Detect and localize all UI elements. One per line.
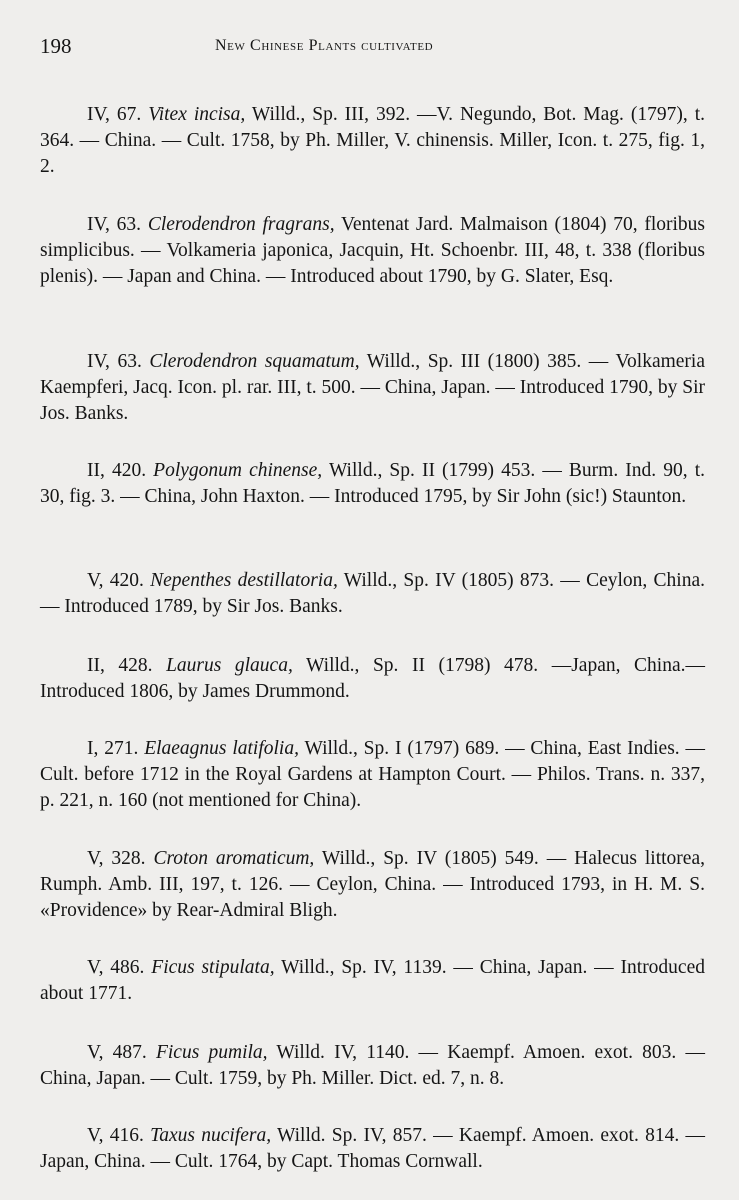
entry-ref: II, 420.: [87, 459, 147, 481]
plant-entry: [40, 102, 705, 180]
entry-ref: V, 486.: [87, 956, 145, 978]
plant-entry: [40, 653, 705, 705]
entry-text: Willd., Sp. I (1797) 689. — China, East Indies. — Cult. before 1712 in the Royal Gardens at Hampton Court. — Philos. Trans. n. 337, p. 221, n. 160 (not mentioned for China).: [40, 737, 705, 811]
entry-ref: I, 271.: [87, 737, 139, 759]
entry-text: Willd., Sp. IV, 1139. — China, Japan. — Introduced about 1771.: [40, 956, 705, 1004]
entry-text: Willd., Sp. IV (1805) 549. — Halecus littorea, Rumph. Amb. III, 197, t. 126. — Ceylon, China. — Introduced 1793, in H. M. S. «Providence» by Rear-Admiral Bligh.: [40, 847, 705, 921]
entry-text: Willd. Sp. IV, 857. — Kaempf. Amoen. exot. 814. — Japan, China. — Cult. 1764, by Capt. Thomas Cornwall.: [40, 1124, 705, 1172]
entry-ref: II, 428.: [87, 654, 153, 676]
plant-entry: [40, 212, 705, 290]
species-name: Taxus nucifera,: [150, 1124, 272, 1146]
entry-text: Willd., Sp. II (1799) 453. — Burm. Ind. 90, t. 30, fig. 3. — China, John Haxton. — Introduced 1795, by Sir John (sic!) Staunton.: [40, 459, 706, 507]
species-name: Croton aromaticum,: [153, 847, 315, 869]
plant-entry: [40, 1123, 705, 1175]
entry-ref: IV, 63.: [87, 213, 142, 235]
entry-text: Ventenat Jard. Malmaison (1804) 70, floribus simplicibus. — Volkameria japonica, Jacquin, Ht. Schoenbr. III, 48, t. 338 (floribus plenis). — Japan and China. — Introduced about 1790, by G. Slater, Esq.: [40, 213, 706, 287]
species-name: Clerodendron squamatum,: [149, 350, 360, 372]
species-name: Ficus stipulata,: [151, 956, 275, 978]
entry-ref: V, 487.: [87, 1041, 147, 1063]
species-name: Ficus pumila,: [155, 1041, 268, 1063]
entry-text: Willd. IV, 1140. — Kaempf. Amoen. exot. 803. — China, Japan. — Cult. 1759, by Ph. Miller. Dict. ed. 7, n. 8.: [40, 1041, 705, 1089]
entry-ref: IV, 63.: [87, 350, 142, 372]
plant-entry: [40, 349, 705, 427]
page-header: [40, 34, 699, 62]
entry-text: Willd., Sp. III, 392. —V. Negundo, Bot. Mag. (1797), t. 364. — China. — Cult. 1758, by Ph. Miller, V. chinensis. Miller, Icon. t. 275, fig. 1, 2.: [40, 103, 705, 177]
species-name: Elaeagnus latifolia,: [144, 737, 299, 759]
species-name: Nepenthes destillatoria,: [150, 569, 338, 591]
species-name: Laurus glauca,: [166, 654, 293, 676]
entry-text: Willd., Sp. IV (1805) 873. — Ceylon, China. — Introduced 1789, by Sir Jos. Banks.: [40, 569, 705, 617]
plant-entry: [40, 736, 705, 814]
plant-entry: [40, 846, 705, 924]
species-name: Polygonum chinense,: [153, 459, 323, 481]
entry-ref: IV, 67.: [87, 103, 142, 125]
page-number: 198: [40, 34, 72, 58]
plant-entry: [40, 1040, 705, 1092]
plant-entry: [40, 568, 705, 620]
running-title: New Chinese Plants cultivated: [215, 37, 434, 54]
entry-ref: V, 416.: [87, 1124, 144, 1146]
species-name: Clerodendron fragrans,: [147, 213, 335, 235]
species-name: Vitex incisa,: [148, 103, 246, 125]
entry-text: Willd., Sp. III (1800) 385. — Volkameria Kaempferi, Jacq. Icon. pl. rar. III, t. 500. — China, Japan. — Introduced 1790, by Sir Jos. Banks.: [40, 350, 706, 424]
plant-entry: [40, 458, 705, 510]
entry-text: Willd., Sp. II (1798) 478. —Japan, China.— Introduced 1806, by James Drummond.: [40, 654, 705, 702]
entry-ref: V, 420.: [87, 569, 144, 591]
plant-entry: [40, 955, 705, 1007]
entry-ref: V, 328.: [87, 847, 146, 869]
